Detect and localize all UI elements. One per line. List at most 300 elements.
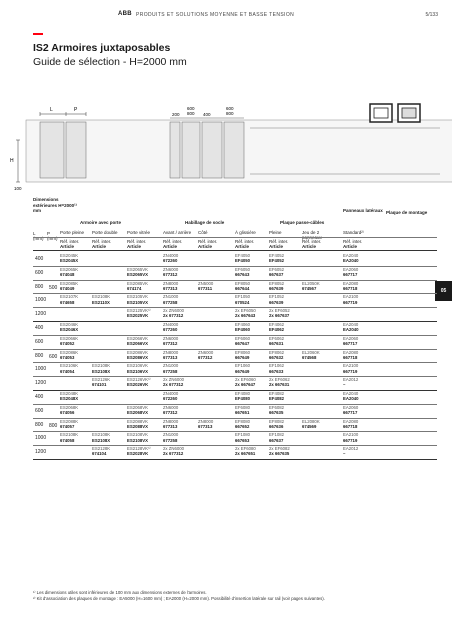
dimension-diagram	[0, 100, 452, 196]
cell-ref: 2x EF6060	[235, 377, 256, 383]
col-article-header: Article	[302, 244, 317, 249]
cell-article: –	[343, 382, 346, 388]
table-cell	[60, 322, 78, 332]
cell-article: 2x 677312	[163, 382, 184, 388]
table-cell	[163, 308, 184, 318]
table-cell	[235, 253, 250, 263]
table-cell	[235, 322, 250, 332]
cell-ref: EA2040	[343, 391, 359, 396]
cell-article: ES2110X	[92, 299, 110, 305]
table-cell	[235, 267, 250, 277]
cell-article: ES2108X	[92, 368, 111, 374]
table-cell	[302, 350, 320, 360]
cell-ref: EA2100	[343, 294, 359, 300]
table-cell	[235, 377, 256, 387]
col-article-header: Article	[235, 244, 250, 249]
table-cell	[235, 419, 250, 429]
table-cell	[163, 281, 178, 291]
cell-ref: EA2060	[343, 335, 359, 341]
cell-ref: ZN6000	[198, 349, 214, 355]
cell-article: EF4050	[235, 258, 251, 264]
cell-ref: EA2080	[343, 280, 359, 286]
cell-ref: EF4050	[235, 253, 251, 258]
cell-article: 674058	[60, 437, 75, 443]
cell-article: 667632	[269, 354, 284, 360]
table-cell	[127, 267, 148, 277]
cell-ref: ES2048K	[60, 391, 79, 396]
cell-ref: ES2105VK	[127, 294, 149, 300]
cell-article: ES2028VK	[127, 451, 149, 457]
table-cell	[127, 308, 151, 318]
table-cell	[343, 377, 358, 387]
cell-article: ES2065VX	[127, 272, 149, 277]
table-cell	[235, 432, 250, 442]
cell-ref: EF1050	[235, 294, 251, 300]
cell-article: 667719	[343, 368, 358, 374]
row-l-value: 400	[35, 394, 44, 400]
page-header	[0, 11, 452, 21]
table-cell	[343, 350, 358, 360]
cell-ref: ZN8000	[163, 418, 179, 424]
table-cell	[163, 336, 178, 346]
cell-article: 2x 667637	[269, 313, 290, 319]
col-header-5: Côté	[198, 230, 208, 235]
cell-ref: EF8050	[235, 280, 251, 286]
cell-ref: ES2107K	[60, 294, 79, 300]
table-cell	[198, 419, 213, 429]
cell-ref: EF6050	[235, 266, 251, 272]
cell-article: ES2066VX	[127, 341, 149, 346]
col-ref-header: Réf. inter.	[163, 239, 183, 244]
row-l-value: 800	[35, 283, 44, 290]
cell-ref: 2x ZN6000	[163, 308, 185, 314]
row-l-value: 400	[35, 256, 44, 262]
cell-article: 674174	[127, 285, 142, 291]
col-l-header: L (mm)	[33, 231, 44, 241]
cell-ref: EF8080	[235, 418, 251, 424]
col-article-header: Article	[60, 244, 75, 249]
cell-ref: EF6052	[269, 266, 285, 272]
side-tab: 05	[435, 281, 452, 301]
cell-ref: 2x EF6050	[235, 308, 256, 314]
row-l-value: 600	[35, 338, 44, 345]
cell-ref: 2x EF6062	[269, 377, 290, 383]
group-p-value: 500	[49, 284, 58, 291]
table-cell	[269, 253, 284, 263]
cell-article: –	[343, 451, 346, 457]
group-p-value: 800	[49, 422, 58, 429]
diagram-label-w3b: 800	[187, 111, 195, 116]
table-cell	[269, 281, 284, 291]
cell-article: 674049	[60, 285, 75, 291]
table-cell	[343, 267, 358, 277]
col-header-2: Porte double	[92, 230, 118, 235]
group-door-header: Armoire avec porte	[80, 220, 122, 225]
col-article-header: Article	[127, 244, 142, 249]
cell-article: 667719	[343, 437, 358, 443]
cell-ref: ZN1000	[163, 432, 179, 438]
cell-ref: EA2060	[343, 266, 359, 272]
cell-ref: ZN6000	[163, 335, 179, 341]
cell-article: 667635	[269, 410, 284, 415]
cell-ref: ZN6000	[163, 266, 179, 272]
table-cell	[343, 391, 359, 401]
cell-ref: ES2086K	[60, 349, 79, 355]
diagram-label-bottom: 100	[14, 186, 22, 191]
table-cell	[302, 419, 320, 429]
table-cell	[163, 446, 184, 456]
table-cell	[163, 377, 184, 387]
col-article-header: Article	[198, 244, 213, 249]
table-cell	[198, 350, 213, 360]
table-cell	[235, 391, 250, 401]
cell-ref: EF6080	[235, 404, 251, 410]
table-cell	[269, 391, 284, 401]
diagram-label-l: L	[50, 107, 53, 113]
cell-ref: ZN8000	[163, 280, 179, 286]
cell-ref: ES2108K	[92, 363, 111, 369]
table-cell	[235, 446, 256, 456]
cell-ref: ES2086VK	[127, 349, 149, 355]
cell-article: 670524	[235, 299, 250, 305]
cell-ref: ES2125VK³⁾	[127, 308, 151, 314]
col-article-header: Article	[163, 244, 178, 249]
cell-article: ES2105VX	[127, 299, 149, 305]
table-cell	[269, 267, 284, 277]
table-cell	[343, 432, 358, 442]
col-article-header: Article	[92, 244, 107, 249]
cell-ref: EA2040	[343, 322, 359, 327]
col-ref-header: Réf. inter.	[92, 239, 112, 244]
cell-article: EF4060	[235, 327, 251, 333]
cell-article: 667639	[269, 299, 284, 305]
table-cell	[92, 377, 110, 387]
cell-article: 677313	[163, 285, 178, 291]
cell-ref: EA2100	[343, 432, 359, 438]
table-cell	[127, 281, 148, 291]
cell-article: EA2040	[343, 258, 359, 264]
table-cell	[269, 336, 284, 346]
table-cell	[343, 363, 358, 373]
cell-article: 674568	[302, 354, 317, 360]
table-cell	[92, 432, 110, 442]
table-cell	[127, 446, 151, 456]
page-number: 5/133	[425, 11, 438, 18]
table-rule	[33, 237, 437, 238]
table-cell	[235, 405, 250, 415]
cell-ref: ES2126K	[92, 377, 111, 383]
table-cell	[127, 432, 148, 442]
cell-ref: EF1082	[269, 432, 285, 438]
table-cell	[269, 294, 284, 304]
cell-ref: ZN4000	[163, 322, 179, 327]
table-cell	[269, 363, 284, 373]
table-cell	[127, 294, 148, 304]
cell-ref: ZN4000	[163, 391, 179, 396]
cell-ref: ES2088VK	[127, 418, 149, 424]
cell-ref: EA2100	[343, 363, 359, 369]
col-header-6: À glissière	[235, 230, 256, 235]
cell-article: EF4052	[269, 258, 285, 264]
cell-ref: ES2126VK³⁾	[127, 377, 151, 383]
cell-ref: ES2085K	[60, 280, 79, 286]
table-cell	[60, 405, 78, 415]
cell-ref: EF6082	[269, 404, 285, 410]
cell-article: 672260	[163, 396, 178, 402]
cell-ref: EF8082	[269, 418, 285, 424]
cell-ref: ES2065K	[60, 266, 79, 272]
footnotes	[33, 590, 325, 602]
table-cell	[343, 322, 359, 332]
table-cell	[198, 281, 213, 291]
cell-article: 674056	[60, 410, 75, 415]
table-cell	[235, 336, 250, 346]
table-cell	[163, 419, 178, 429]
cell-article: 667647	[235, 341, 250, 346]
diagram-label-w3: 600	[187, 106, 195, 111]
cell-article: 677258	[163, 299, 178, 305]
diagram-label-w1: 200	[172, 112, 180, 117]
row-l-value: 1000	[35, 366, 47, 373]
table-cell	[343, 294, 358, 304]
col-ref-header: Réf. inter.	[60, 239, 80, 244]
cell-ref: ES2108K	[60, 432, 79, 438]
cell-ref: EF1052	[269, 294, 285, 300]
cell-ref: ES2108K	[92, 432, 111, 438]
cell-article: 667631	[269, 341, 284, 346]
cell-article: 667652	[235, 423, 250, 429]
cell-article: 667639	[269, 285, 284, 291]
col-ref-header: Réf. inter.	[302, 239, 322, 244]
section-title: IS2 Armoires juxtaposables	[33, 42, 171, 54]
cell-article: 677313	[163, 354, 178, 360]
cell-article: ES2026VK	[127, 382, 149, 388]
group-glands-header: Plaque passe-câbles	[280, 220, 325, 225]
table-cell	[343, 446, 358, 456]
row-l-value: 1200	[35, 311, 47, 318]
diagram-label-w4b: 800	[226, 111, 234, 116]
cell-article: 674658	[60, 299, 75, 305]
cell-article: EF4082	[269, 396, 285, 402]
cell-ref: EF4062	[269, 322, 285, 327]
col-article-header: Article	[269, 244, 284, 249]
cell-article: 674567	[302, 285, 317, 291]
cell-article: 667643	[235, 272, 250, 277]
table-cell	[92, 446, 110, 456]
footnote-1: ¹⁾ Les dimensions utiles sont inférieures de 100 mm aux dimensions externes de l'armoires.	[33, 590, 207, 595]
cell-ref: EF6062	[269, 335, 285, 341]
cell-ref: EF4082	[269, 391, 285, 396]
table-cell	[235, 363, 250, 373]
col-p-header: P (mm)	[47, 231, 58, 241]
cell-ref: EL2080K	[302, 418, 320, 424]
cell-article: 2x 667631	[269, 382, 290, 388]
table-cell	[127, 377, 151, 387]
table-cell	[269, 350, 284, 360]
cell-article: 667651	[235, 410, 250, 415]
table-cell	[92, 294, 110, 304]
cell-ref: EA2060	[343, 404, 359, 410]
cell-article: 667718	[343, 285, 358, 291]
col-header-9: Standard²⁾	[343, 230, 364, 235]
table-cell	[127, 336, 148, 346]
brand-logo: ABB	[118, 11, 132, 17]
cell-article: ES2046X	[60, 327, 79, 333]
table-cell	[163, 267, 178, 277]
cell-article: 667653	[235, 437, 250, 443]
cell-article: ES2108VX	[127, 437, 149, 443]
cell-article: 674569	[302, 423, 317, 429]
col-article-header: Article	[343, 244, 358, 249]
table-cell	[163, 350, 178, 360]
table-cell	[127, 405, 148, 415]
table-cell	[269, 432, 284, 442]
cell-article: 674052	[60, 341, 75, 346]
cell-ref: ZN8000	[198, 418, 214, 424]
cell-ref: ES2106VK	[127, 363, 149, 369]
footnote-2: ²⁾ Kit d'association des plaques de montage : EA5000 (H=1600 mm) ; EA2000 (H=2000 mm). Possibilité d'insertion latérale sur rail (voir pages suivantes).	[33, 596, 325, 601]
cell-article: ES2106VX	[127, 368, 149, 374]
cell-ref: EA2040	[343, 253, 359, 258]
col-ref-header: Réf. inter.	[198, 239, 218, 244]
cell-ref: EA2080	[343, 349, 359, 355]
cell-ref: EA2012	[343, 377, 359, 383]
col-header-4: Avant / arrière	[163, 230, 192, 235]
cell-ref: ES2085VK	[127, 280, 149, 286]
cell-article: 677312	[163, 272, 178, 277]
cell-article: 667636	[269, 423, 284, 429]
cell-article: 667633	[269, 368, 284, 374]
cell-article: 2x 667647	[235, 382, 256, 388]
cell-article: 672260	[163, 258, 178, 264]
cell-article: ES2068VX	[127, 410, 149, 415]
cell-article: 667649	[235, 354, 250, 360]
cell-ref: EF8060	[235, 349, 251, 355]
group-p-value: 600	[49, 353, 58, 360]
dimensions-title: Dimensions extérieures H=2000¹⁾ mm	[33, 197, 77, 213]
cell-ref: EF1062	[269, 363, 285, 369]
col-ref-header: Réf. inter.	[343, 239, 363, 244]
cell-ref: EF4060	[235, 322, 251, 327]
cell-article: 667718	[343, 354, 358, 360]
cell-ref: ES2068K	[60, 404, 79, 410]
cell-ref: EL2050K	[302, 280, 320, 286]
table-cell	[269, 446, 290, 456]
cell-ref: ES2128K	[92, 446, 111, 452]
dimensions-header	[33, 197, 83, 214]
cell-article: 2x 667643	[235, 313, 256, 319]
group-plate-header: Plaque de montage	[386, 210, 428, 215]
table-cell	[163, 322, 178, 332]
cell-ref: ES2106K	[60, 363, 79, 369]
cell-ref: 2x EF6052	[269, 308, 290, 314]
diagram-label-h: H	[10, 158, 14, 164]
table-cell	[92, 363, 110, 373]
cell-article: 667718	[343, 423, 358, 429]
cell-ref: EF6060	[235, 335, 251, 341]
table-cell	[60, 336, 78, 346]
table-cell	[60, 267, 78, 277]
cell-ref: 2x EF6082	[269, 446, 290, 452]
cell-ref: ES2046K	[60, 322, 79, 327]
cell-article: 2x 677312	[163, 313, 184, 319]
group-finish-header: Habillage de socle	[185, 220, 225, 225]
group-side-header: Panneaux latéraux	[343, 208, 383, 213]
cell-ref: EA2080	[343, 418, 359, 424]
cell-article: 667717	[343, 341, 358, 346]
cell-ref: ZN6000	[163, 404, 179, 410]
cell-ref: EF1080	[235, 432, 251, 438]
col-header-1: Porte pleine	[60, 230, 85, 235]
cell-article: ES2088VX	[127, 423, 149, 429]
row-l-value: 1000	[35, 297, 47, 304]
cell-ref: EF8062	[269, 349, 285, 355]
table-rule	[33, 459, 437, 460]
table-cell	[127, 363, 148, 373]
accent-bar	[33, 33, 43, 35]
header-title: PRODUITS ET SOLUTIONS MOYENNE ET BASSE TENSION	[136, 11, 295, 18]
cell-ref: ZN8000	[163, 349, 179, 355]
table-cell	[60, 432, 78, 442]
col-header-8: Jeu de 2 panneaux	[302, 230, 322, 240]
cell-article: 2x 677312	[163, 451, 184, 457]
table-cell	[343, 405, 358, 415]
col-header-7: Pleine	[269, 230, 282, 235]
col-ref-header: Réf. inter.	[269, 239, 289, 244]
row-l-value: 800	[35, 421, 44, 428]
cell-ref: EL2060K	[302, 349, 320, 355]
table-cell	[163, 405, 178, 415]
cell-ref: ZN4000	[163, 253, 179, 258]
cell-article: ES2048X	[60, 396, 79, 402]
col-ref-header: Réf. inter.	[127, 239, 147, 244]
cell-ref: ZN5000	[198, 280, 214, 286]
cell-article: 674101	[92, 382, 107, 388]
cell-ref: ES2128VK³⁾	[127, 446, 151, 452]
row-l-value: 1200	[35, 380, 47, 387]
cell-ref: ES2108K	[92, 294, 111, 300]
cell-article: 667717	[343, 272, 358, 277]
table-cell	[163, 391, 178, 401]
cell-article: 674104	[92, 451, 107, 457]
cell-ref: EF8052	[269, 280, 285, 286]
cell-article: EF4080	[235, 396, 251, 402]
cell-article: 677311	[198, 285, 213, 291]
table-cell	[343, 336, 358, 346]
cell-ref: 2x ZN6000	[163, 377, 185, 383]
diagram-label-p: P	[74, 107, 78, 113]
table-cell	[235, 350, 250, 360]
cell-article: 677312	[163, 341, 178, 346]
table-cell	[60, 363, 78, 373]
cell-ref: EF1060	[235, 363, 251, 369]
table-rule	[33, 250, 437, 251]
cell-article: 677312	[163, 410, 178, 415]
page-subtitle: Guide de sélection - H=2000 mm	[33, 56, 187, 68]
table-cell	[163, 363, 178, 373]
row-l-value: 1200	[35, 449, 47, 456]
cell-ref: EF4052	[269, 253, 285, 258]
cell-article: 667644	[235, 285, 250, 291]
cell-article: 667637	[269, 272, 284, 277]
table-cell	[235, 308, 256, 318]
cell-ref: ES2065VK	[127, 266, 149, 272]
cell-article: 674053	[60, 354, 75, 360]
diagram-label-w4: 600	[226, 106, 234, 111]
cell-article: 674057	[60, 423, 75, 429]
cell-article: EA2040	[343, 327, 359, 333]
table-cell	[269, 322, 284, 332]
